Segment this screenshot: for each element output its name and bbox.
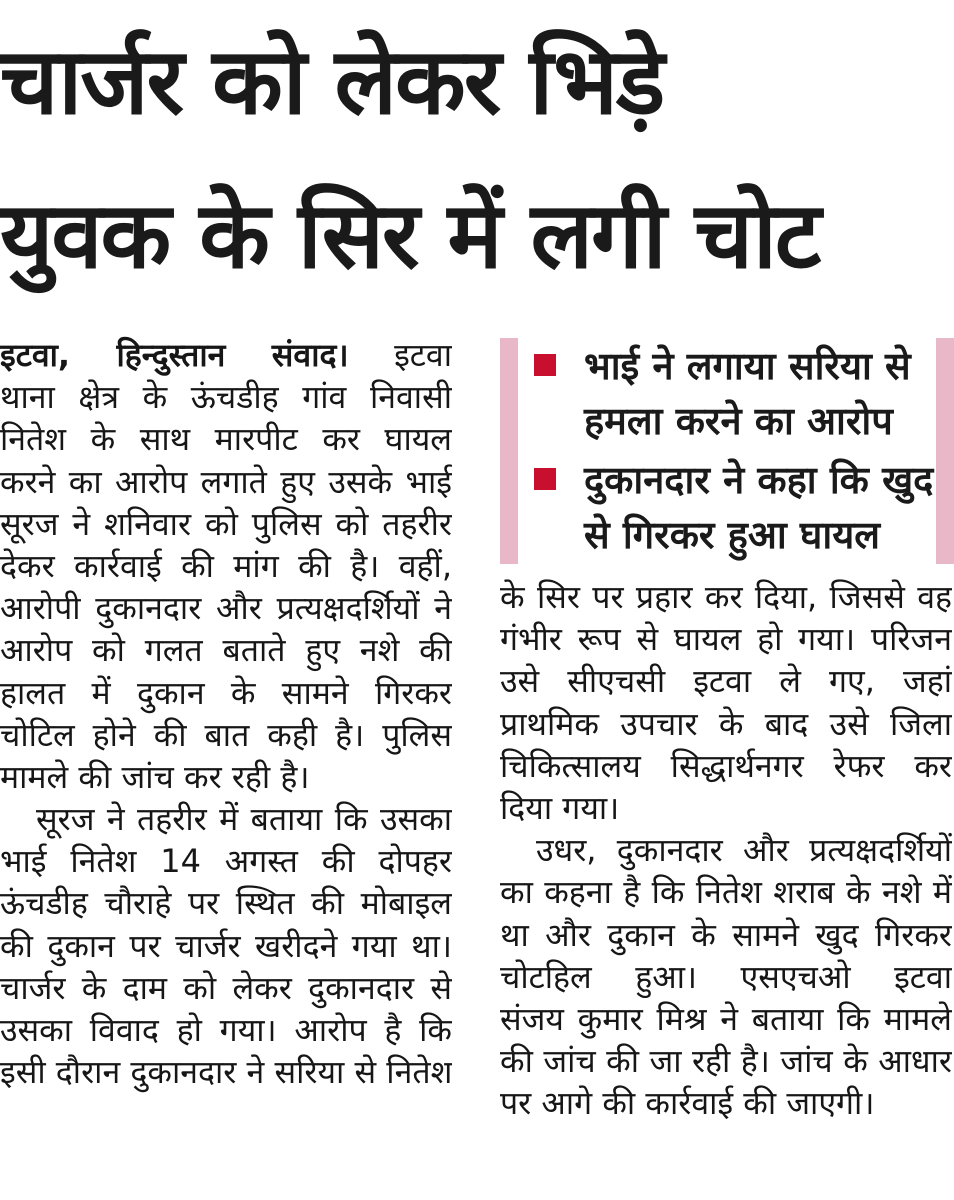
highlight-2-line-1: दुकानदार ने कहा कि खुद	[584, 458, 934, 502]
highlight-1-line-1: भाई ने लगाया सरिया से	[584, 344, 911, 388]
bullet-square-icon	[534, 468, 556, 490]
body-line: ऊंचडीह चौराहे पर स्थित की मोबाइल	[0, 884, 452, 923]
body-line: था और दुकान के सामने खुद गिरकर	[500, 915, 952, 954]
body-line: आरोप को गलत बताते हुए नशे की	[0, 631, 452, 670]
article-right-column	[500, 576, 952, 1124]
body-line: नितेश के साथ मारपीट कर घायल	[0, 420, 452, 459]
body-line: की दुकान पर चार्जर खरीदने गया था।	[0, 926, 452, 965]
body-line: सूरज ने शनिवार को पुलिस को तहरीर	[0, 504, 452, 543]
body-line: करने का आरोप लगाते हुए उसके भाई	[0, 462, 452, 501]
byline-line	[0, 334, 452, 376]
body-line: का कहना है कि नितेश शराब के नशे में	[500, 873, 952, 912]
highlight-2-line-2: से गिरकर हुआ घायल	[584, 513, 880, 557]
body-line: दिया गया।	[500, 788, 620, 827]
highlight-box	[500, 338, 954, 564]
body-line: चोटहिल हुआ। एसएचओ इटवा	[500, 957, 952, 996]
body-line: प्राथमिक उपचार के बाद उसे जिला	[500, 704, 952, 743]
body-line: संजय कुमार मिश्र ने बताया कि मामले	[500, 999, 952, 1038]
body-line: आरोपी दुकानदार और प्रत्यक्षदर्शियों ने	[0, 589, 452, 628]
body-line: देकर कार्रवाई की मांग की है। वहीं,	[0, 546, 452, 585]
body-line: गंभीर रूप से घायल हो गया। परिजन	[500, 620, 952, 659]
body-line: चिकित्सालय सिद्धार्थनगर रेफर कर	[500, 746, 952, 785]
bullet-square-icon	[534, 354, 556, 376]
body-line: भाई नितेश 14 अगस्त की दोपहर	[0, 842, 452, 881]
body-line: इटवा	[394, 336, 452, 374]
body-line: उसका विवाद हो गया। आरोप है कि	[0, 1011, 452, 1049]
body-line: उधर, दुकानदार और प्रत्यक्षदर्शियों	[536, 831, 952, 870]
body-line: चोटिल होने की बात कही है। पुलिस	[0, 715, 452, 754]
highlight-bar-left	[500, 338, 518, 564]
headline-line-2: युवक के सिर में लगी चोट	[0, 182, 820, 289]
headline-line-1: चार्जर को लेकर भिड़े	[0, 28, 664, 135]
body-line: इसी दौरान दुकानदार ने सरिया से नितेश	[0, 1053, 452, 1092]
body-line: सूरज ने तहरीर में बताया कि उसका	[36, 800, 452, 839]
body-line: की जांच की जा रही है। जांच के आधार	[500, 1042, 952, 1081]
byline: इटवा, हिन्दुस्तान संवाद।	[0, 336, 349, 374]
body-line: के सिर पर प्रहार कर दिया, जिससे वह	[500, 578, 952, 616]
body-line: हालत में दुकान के सामने गिरकर	[0, 673, 452, 712]
body-line: थाना क्षेत्र के ऊंचडीह गांव निवासी	[0, 378, 452, 417]
body-line: पर आगे की कार्रवाई की जाएगी।	[500, 1084, 875, 1123]
article-left-column	[0, 334, 452, 1093]
body-line: मामले की जांच कर रही है।	[0, 757, 310, 796]
highlight-1-line-2: हमला करने का आरोप	[584, 399, 893, 443]
highlight-bar-right	[936, 338, 954, 564]
body-line: उसे सीएचसी इटवा ले गए, जहां	[500, 662, 952, 701]
body-line: चार्जर के दाम को लेकर दुकानदार से	[0, 968, 452, 1007]
